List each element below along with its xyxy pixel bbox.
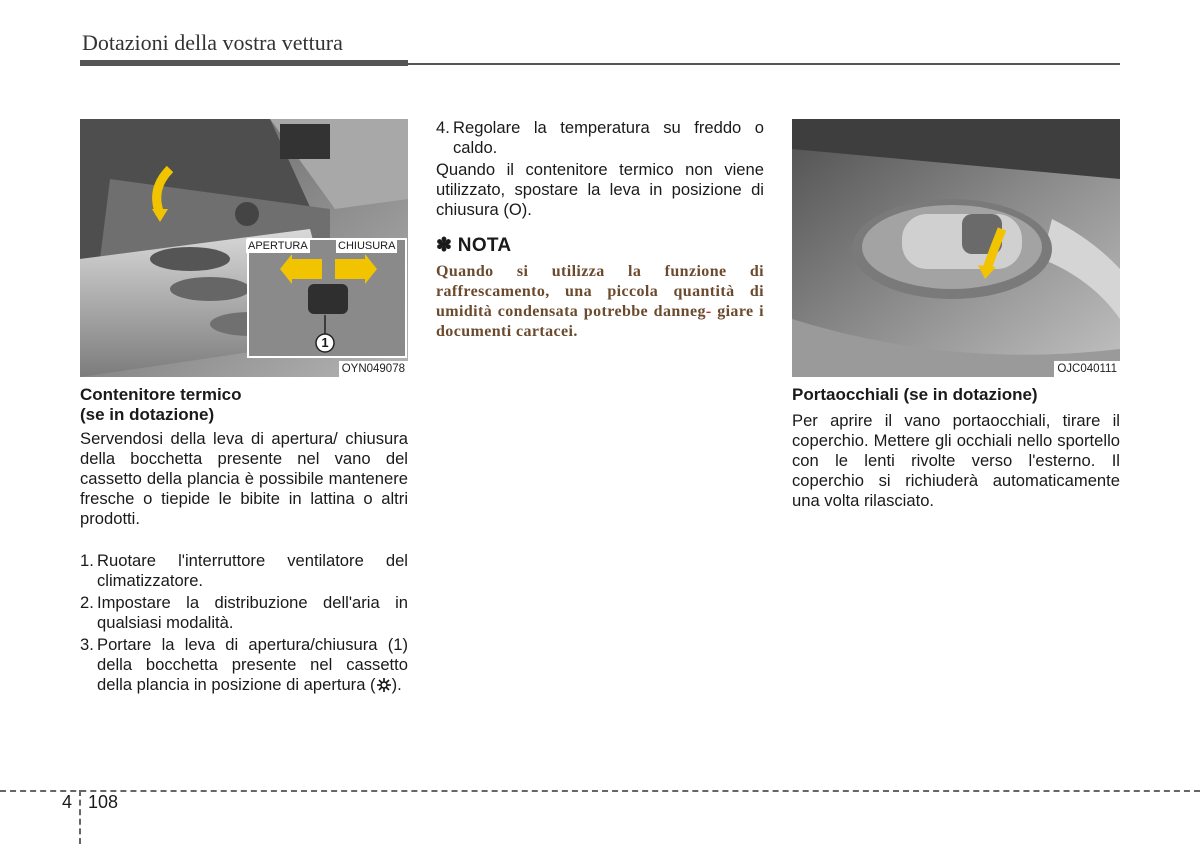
figure-code: OJC040111 bbox=[1054, 361, 1120, 377]
label-chiusura: CHIUSURA bbox=[338, 240, 396, 252]
label-apertura: APERTURA bbox=[248, 240, 308, 252]
note-title: ✽ NOTA bbox=[436, 235, 512, 256]
footer-vertical-dashed-line bbox=[79, 790, 81, 844]
fan-snowflake-icon bbox=[376, 677, 392, 698]
list-item: 1. Ruotare l'interruttore ventilatore del climatizzatore. bbox=[80, 551, 408, 590]
list-item: 2. Impostare la distribuzione dell'aria in qualsiasi modalità. bbox=[80, 593, 408, 632]
section-body: Per aprire il vano portaocchiali, tirare il coperchio. Mettere gli occhiali nello sportello con le lenti rivolte verso l'esterno. Il coperchio si richiuderà automaticamente una volta rilasciato. bbox=[792, 411, 1120, 510]
steps-list bbox=[80, 551, 408, 698]
page-number: 108 bbox=[88, 792, 119, 812]
figure-glovebox-cooling bbox=[80, 119, 408, 377]
column-left bbox=[80, 385, 408, 700]
callout-number: 1 bbox=[321, 335, 329, 350]
header-rule-thick bbox=[80, 60, 408, 66]
list-item: 3. Portare la leva di apertura/chiusura (1) della bocchetta presente nel cassetto della plancia in posizione di apertura ( ). bbox=[80, 635, 408, 698]
sunglass-holder-illustration bbox=[792, 119, 1120, 377]
section-title-cooling-box: Contenitore termico (se in dotazione) bbox=[80, 385, 242, 424]
section-intro: Servendosi della leva di apertura/ chiusura della bocchetta presente nel vano del cassetto della plancia è possibile mantenere fresche o tiepide le bibite in lattina o altri prodotti. bbox=[80, 429, 408, 528]
closing-paragraph: Quando il contenitore termico non viene utilizzato, spostare la leva in posizione di chiusura (O). bbox=[436, 160, 764, 219]
footer-dashed-line bbox=[0, 790, 1200, 792]
steps-list-continued bbox=[436, 118, 764, 158]
column-right bbox=[792, 385, 1120, 511]
note-body: Quando si utilizza la funzione di raffrescamento, una piccola quantità di umidità condensata potrebbe danneg- giare i documenti cartacei. bbox=[436, 263, 764, 340]
figure-code: OYN049078 bbox=[339, 361, 408, 377]
header-rule-thin bbox=[408, 63, 1120, 65]
section-title-sunglass-holder: Portaocchiali (se in dotazione) bbox=[792, 385, 1038, 404]
list-item: 4. Regolare la temperatura su freddo o caldo. bbox=[436, 118, 764, 157]
page-header-title: Dotazioni della vostra vettura bbox=[82, 30, 343, 55]
figure-sunglass-holder bbox=[792, 119, 1120, 377]
column-middle bbox=[436, 118, 764, 342]
chapter-number: 4 bbox=[62, 792, 73, 812]
